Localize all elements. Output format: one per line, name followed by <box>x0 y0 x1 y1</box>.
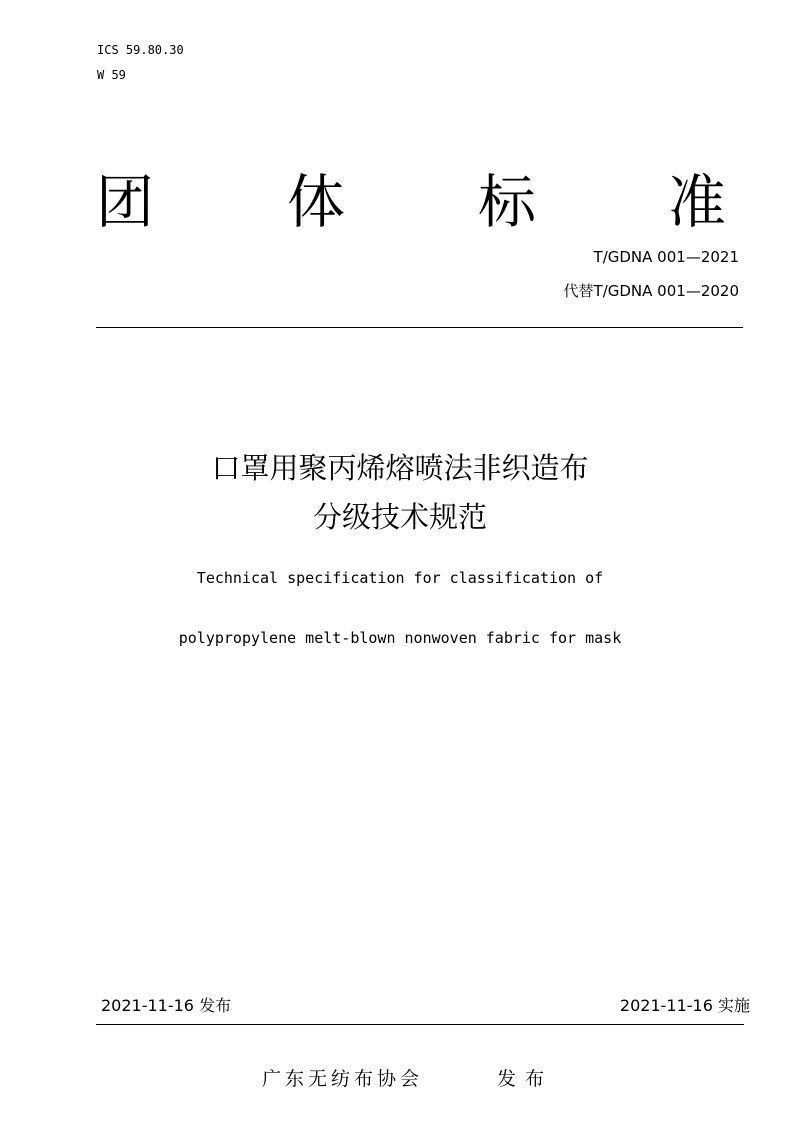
top-divider <box>96 327 743 328</box>
bottom-divider <box>96 1024 744 1025</box>
ics-code: ICS 59.80.30 <box>97 43 184 57</box>
issue-date: 2021-11-16 发布 <box>101 996 232 1015</box>
publish-label: 发布 <box>497 1068 554 1090</box>
english-title-line-2: polypropylene melt-blown nonwoven fabric for mask <box>178 629 622 647</box>
standard-number: T/GDNA 001—2021 <box>593 248 739 266</box>
category-char-2: 体 <box>287 168 346 236</box>
category-char-1: 团 <box>96 168 155 236</box>
publishing-organization: 广东无纺布协会 <box>262 1068 424 1090</box>
replaces-standard: 代替T/GDNA 001—2020 <box>563 282 739 300</box>
category-char-3: 标 <box>478 168 537 236</box>
english-title-line-1: Technical specification for classification of <box>196 569 604 587</box>
ccs-code: W 59 <box>97 68 126 82</box>
chinese-title-line-1: 口罩用聚丙烯熔喷法非织造布 <box>211 451 589 485</box>
chinese-title-line-2: 分级技术规范 <box>312 500 487 534</box>
category-char-4: 准 <box>668 168 727 236</box>
implementation-date: 2021-11-16 实施 <box>619 996 750 1015</box>
